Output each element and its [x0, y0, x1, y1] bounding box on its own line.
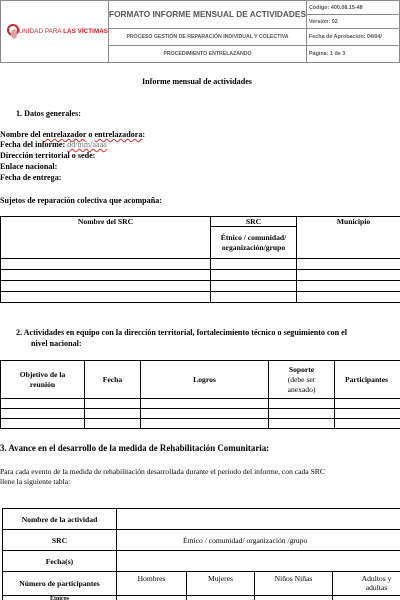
activities-header-support: Soporte (debe ser anexado) — [269, 361, 335, 399]
form-approval-date: Fecha de Aprobación: 04/04/ — [307, 29, 400, 46]
field-delivery-date: Fecha de entrega: — [0, 173, 62, 182]
event-cell[interactable] — [187, 596, 255, 600]
activities-cell[interactable] — [1, 409, 85, 419]
field-name: Nombre del entrelazador o entrelazadora: — [0, 130, 146, 139]
form-process: PROCESO GESTIÓN DE REPARACIÓN INDIVIDUAL Y COLECTIVA — [109, 29, 307, 46]
activities-cell[interactable] — [141, 419, 269, 429]
form-code: Código: 400.08.15-48 — [307, 1, 400, 15]
src-cell[interactable] — [1, 281, 211, 292]
logo-mark-icon — [3, 22, 16, 42]
src-cell[interactable] — [297, 281, 400, 292]
report-date-placeholder: dd/mm/aaaa — [67, 140, 107, 149]
logo-cell — [1, 1, 109, 63]
form-version: Versión: 02 — [307, 15, 400, 29]
src-cell[interactable] — [1, 270, 211, 281]
activities-cell[interactable] — [269, 419, 335, 429]
activities-cell[interactable] — [269, 399, 335, 409]
section-3-heading: 3. Avance en el desarrollo de la medida de Rehabilitación Comunitaria: — [0, 443, 270, 453]
form-header — [0, 0, 400, 62]
activities-cell[interactable] — [335, 409, 400, 419]
src-cell[interactable] — [297, 259, 400, 270]
src-cell[interactable] — [1, 259, 211, 270]
form-procedure: PROCEDIMIENTO ENTRELAZANDO — [109, 46, 307, 63]
section-2-heading-line2: nivel nacional: — [31, 339, 82, 348]
activities-cell[interactable] — [1, 419, 85, 429]
src-table — [0, 216, 400, 303]
subjects-heading: Sujetos de reparación colectiva que acompaña: — [0, 196, 162, 205]
field-report-date: Fecha del informe: dd/mm/aaaa — [0, 140, 107, 149]
src-header-name: Nombre del SRC — [1, 217, 211, 259]
src-header-src: SRC — [211, 217, 297, 227]
form-page: Página: 1 de 3 — [307, 46, 400, 63]
event-header-kids: Niños Niñas — [255, 572, 333, 596]
src-cell[interactable] — [211, 259, 297, 270]
event-table — [2, 508, 400, 600]
document-title: Informe mensual de actividades — [142, 77, 252, 86]
event-label-dates: Fecha(s) — [3, 551, 117, 572]
event-header-adults: Adultos y adultas — [333, 572, 400, 596]
activities-cell[interactable] — [335, 419, 400, 429]
src-cell[interactable] — [211, 281, 297, 292]
event-label-src: SRC — [3, 530, 117, 551]
activities-header-objective: Objetivo de la reunión — [1, 361, 85, 399]
event-activity-value[interactable] — [117, 509, 400, 530]
event-label-participants: Número de participantes — [3, 572, 117, 596]
activities-cell[interactable] — [85, 399, 141, 409]
event-dates-value[interactable] — [117, 551, 400, 572]
event-label-activity: Nombre de la actividad — [3, 509, 117, 530]
event-header-women: Mujeres — [187, 572, 255, 596]
src-cell[interactable] — [297, 292, 400, 303]
activities-cell[interactable] — [141, 409, 269, 419]
event-header-men: Hombres — [117, 572, 187, 596]
event-cell[interactable] — [117, 596, 187, 600]
section-3-text-line1: Para cada evento de la medida de rehabilitación desarrollada durante el periodo del informe, con cada SRC — [0, 467, 325, 476]
form-title-cell — [109, 1, 307, 29]
activities-cell[interactable] — [85, 419, 141, 429]
src-header-municipality: Municipio — [297, 217, 400, 259]
activities-table — [0, 360, 400, 429]
event-cell[interactable] — [255, 596, 333, 600]
event-cell[interactable] — [333, 596, 400, 600]
section-2-heading-line1: 2. Actividades en equipo con la dirección territorial, fortalecimiento técnico o seguimiento con el — [16, 328, 347, 337]
event-src-value: Étnico / comunidad/ organización /grupo — [117, 530, 400, 551]
activities-cell[interactable] — [1, 399, 85, 409]
activities-cell[interactable] — [141, 399, 269, 409]
activities-cell[interactable] — [335, 399, 400, 409]
activities-header-participants: Participantes — [335, 361, 400, 399]
form-title: FORMATO INFORME MENSUAL DE ACTIVIDADES — [109, 9, 306, 19]
src-cell[interactable] — [211, 270, 297, 281]
section-1-heading: 1. Datos generales: — [16, 109, 81, 118]
unidad-victimas-logo — [3, 22, 108, 42]
activities-cell[interactable] — [269, 409, 335, 419]
activities-header-achievements: Logros — [141, 361, 269, 399]
src-cell[interactable] — [297, 270, 400, 281]
activities-header-date: Fecha — [85, 361, 141, 399]
src-cell[interactable] — [211, 292, 297, 303]
src-subheader: Étnico / comunidad/ organización/grupo — [211, 227, 297, 259]
logo-text: UNIDAD PARA LAS VÍCTIMAS — [18, 28, 108, 35]
activities-cell[interactable] — [85, 409, 141, 419]
src-cell[interactable] — [1, 292, 211, 303]
field-territorial: Dirección territorial o sede: — [0, 151, 96, 160]
field-liaison: Enlace nacional: — [0, 162, 58, 171]
event-label-ethnic: Étnicos — [3, 596, 117, 600]
section-3-text-line2: llene la siguiente tabla: — [0, 477, 71, 486]
